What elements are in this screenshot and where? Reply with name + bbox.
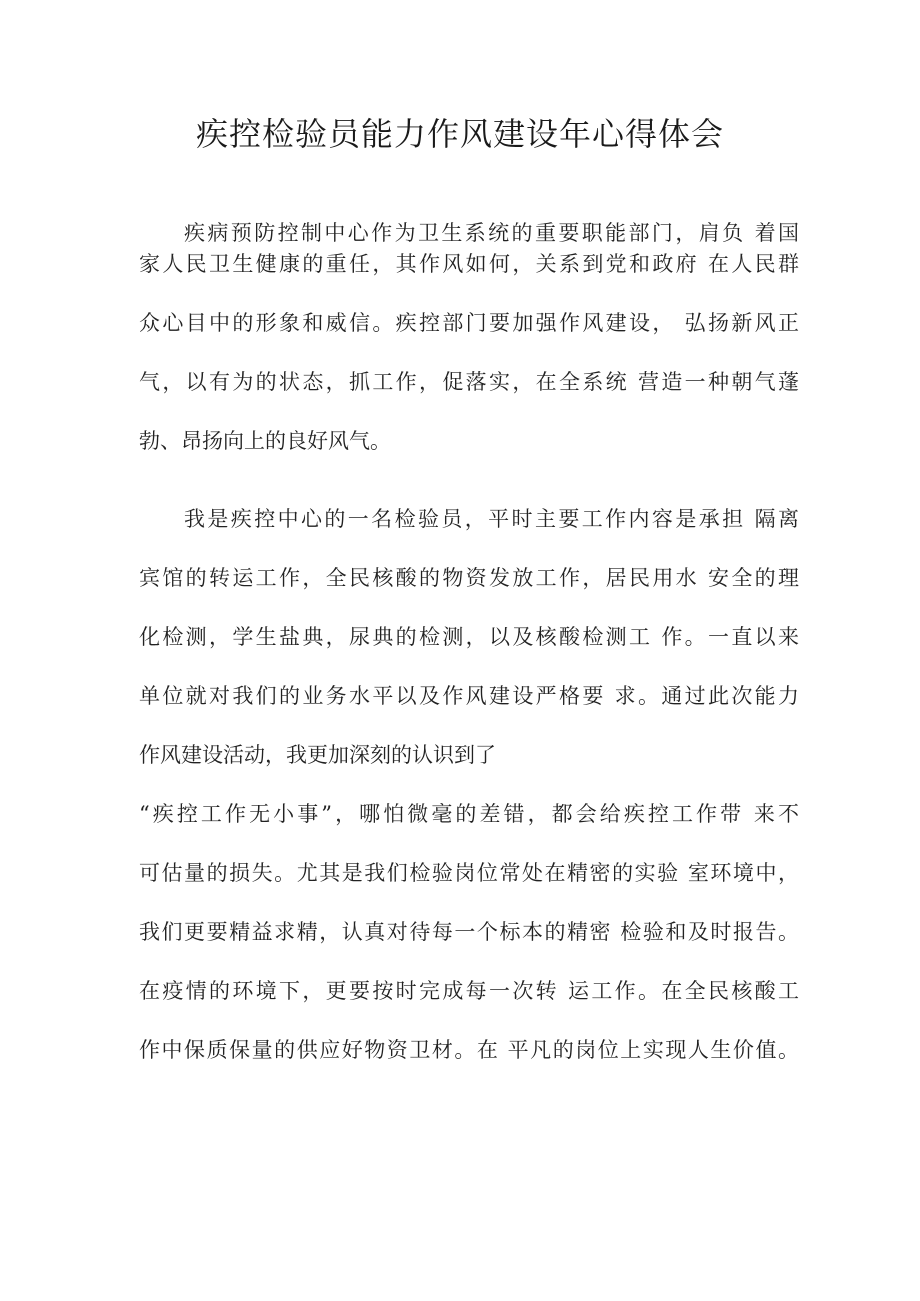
paragraph-2-line-2: 宾馆的转运工作，全民核酸的物资发放工作，居民用水 安全的理 (139, 566, 799, 590)
paragraph-2-line-1: 我是疾控中心的一名检验员，平时主要工作内容是承担 隔离 (184, 507, 799, 531)
paragraph-2-line-7: 可估量的损失。尤其是我们检验岗位常处在精密的实验 室环境中， (139, 861, 799, 885)
document-title: 疾控检验员能力作风建设年心得体会 (195, 115, 724, 153)
paragraph-1-line-3: 众心目中的形象和威信。疾控部门要加强作风建设， 弘扬新风正 (139, 311, 799, 335)
paragraph-2-line-10: 作中保质保量的供应好物资卫材。在 平凡的岗位上实现人生价值。 (139, 1038, 799, 1062)
paragraph-1-line-4: 气，以有为的状态，抓工作，促落实，在全系统 营造一种朝气蓬 (139, 370, 799, 394)
paragraph-2-line-8: 我们更要精益求精，认真对待每一个标本的精密 检验和及时报告。 (139, 920, 799, 944)
paragraph-2-line-5: 作风建设活动，我更加深刻的认识到了 (139, 743, 496, 767)
paragraph-2-line-9: 在疫情的环境下，更要按时完成每一次转 运工作。在全民核酸工 (139, 979, 799, 1003)
paragraph-1-line-1: 疾病预防控制中心作为卫生系统的重要职能部门，肩负 着国 (184, 221, 799, 245)
paragraph-2-line-6: “疾控工作无小事”，哪怕微毫的差错，都会给疾控工作带 来不 (139, 802, 799, 826)
paragraph-2-line-3: 化检测，学生盐典，尿典的检测，以及核酸检测工 作。一直以来 (139, 625, 799, 649)
paragraph-2-line-4: 单位就对我们的业务水平以及作风建设严格要 求。通过此次能力 (139, 684, 799, 708)
paragraph-1-line-2: 家人民卫生健康的重任，其作风如何，关系到党和政府 在人民群 (139, 252, 799, 276)
paragraph-1-line-5: 勃、昂扬向上的良好风气。 (139, 429, 391, 453)
